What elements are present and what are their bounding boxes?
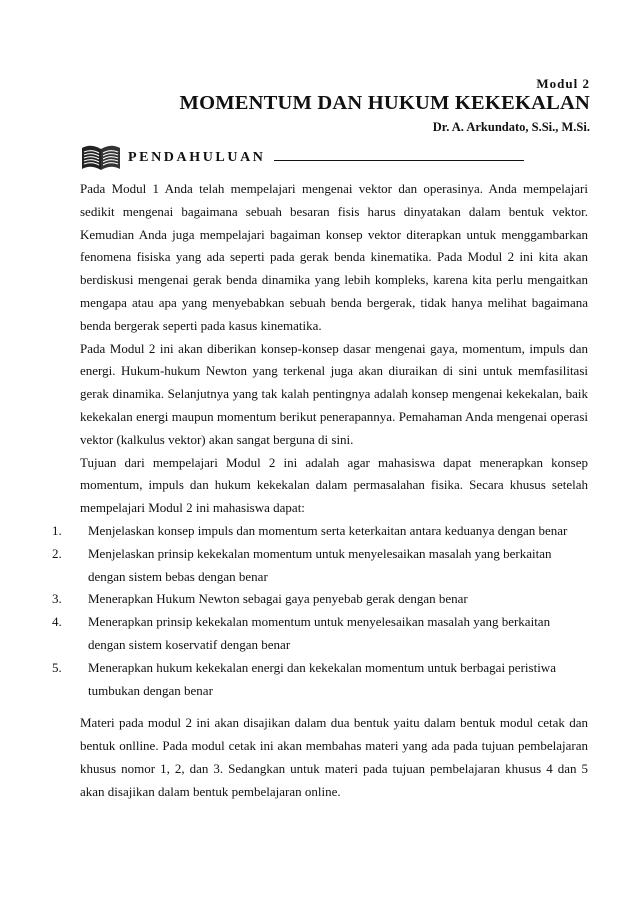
list-item-text: Menjelaskan konsep impuls dan momentum serta keterkaitan antara keduanya dengan benar [88, 522, 568, 538]
paragraph-closing: Materi pada modul 2 ini akan disajikan dalam dua bentuk yaitu dalam bentuk modul cetak dan bentuk onlline. Pada modul cetak ini akan membahas materi yang ada pada tujuan pembelajaran khusus nomor 1, 2, dan 3. Sedangkan untuk materi pada tujuan pembelajaran khusus 4 dan 5 akan disajikan dalam bentuk pembelajaran online. [80, 715, 588, 799]
page-title: MOMENTUM DAN HUKUM KEKEKALAN [179, 92, 590, 114]
list-item-number: 4. [52, 614, 62, 630]
list-item [52, 657, 588, 703]
section-header [80, 144, 530, 174]
list-item [52, 543, 588, 589]
list-item-text: Menjelaskan prinsip kekekalan momentum untuk menyelesaikan masalah yang berkaitan dengan sistem bebas dengan benar [88, 545, 552, 584]
list-item-text: Menerapkan prinsip kekekalan momentum untuk menyelesaikan masalah yang berkaitan dengan sistem koservatif dengan benar [88, 614, 551, 652]
section-title: PENDAHULUAN [128, 150, 266, 165]
author-line: Dr. A. Arkundato, S.Si., M.Si. [432, 120, 590, 134]
section-divider [274, 160, 524, 161]
objectives-list [52, 520, 588, 702]
list-item-number: 3. [52, 591, 62, 607]
paragraph-concepts: Pada Modul 2 ini akan diberikan konsep-konsep dasar mengenai gaya, momentum, impuls dan energi. Hukum-hukum Newton yang terkenal juga akan diuraikan di sini untuk memfasilitasi gerak dinamika. Selanjutnya yang tak kalah pentingnya adalah konsep mengenai kekekalan, baik kekekalan energi maupun momentum berikut penerapannya. Pemahaman Anda mengenai operasi vektor (kalkulus vektor) akan sangat berguna di sini. [80, 340, 588, 447]
list-item-number: 5. [52, 659, 62, 675]
list-item-text: Menerapkan hukum kekekalan energi dan kekekalan momentum untuk berbagai peristiwa tumbukan dengan benar [88, 659, 556, 698]
list-item-text: Menerapkan Hukum Newton sebagai gaya penyebab gerak dengan benar [88, 591, 468, 607]
paragraph-goals: Tujuan dari mempelajari Modul 2 ini adalah agar mahasiswa dapat menerapkan konsep momentum, impuls dan hukum kekekalan dalam permasalahan fisika. Secara khusus setelah mempelajari Modul 2 ini mahasiswa dapat: [80, 454, 588, 516]
module-label: Modul 2 [536, 76, 590, 91]
list-item-number: 2. [52, 545, 62, 561]
document-body [52, 178, 588, 804]
paragraph-intro: Pada Modul 1 Anda telah mempelajari mengenai vektor dan operasinya. Anda mempelajari sedikit mengenai bagaimana sebuah besaran fisis harus dinyatakan dalam bentuk vektor. Kemudian Anda juga mempelajari bagaiman konsep vektor diterapkan untuk menggambarkan fenomena fisiska yang ada seperti pada gerak benda kinematika. Pada Modul 2 ini kita akan berdiskusi mengenai gerak benda dinamika yang lebih kompleks, karena kita perlu mengaitkan mengapa atau apa yang menyebabkan sebuah benda bergerak, tidak hanya melihat bagaimana benda bergerak seperti pada kasus kinematika. [80, 181, 588, 333]
list-item [52, 588, 588, 611]
list-item [52, 611, 588, 657]
list-item [52, 520, 588, 543]
open-book-icon [80, 144, 122, 172]
list-item-number: 1. [52, 522, 62, 538]
